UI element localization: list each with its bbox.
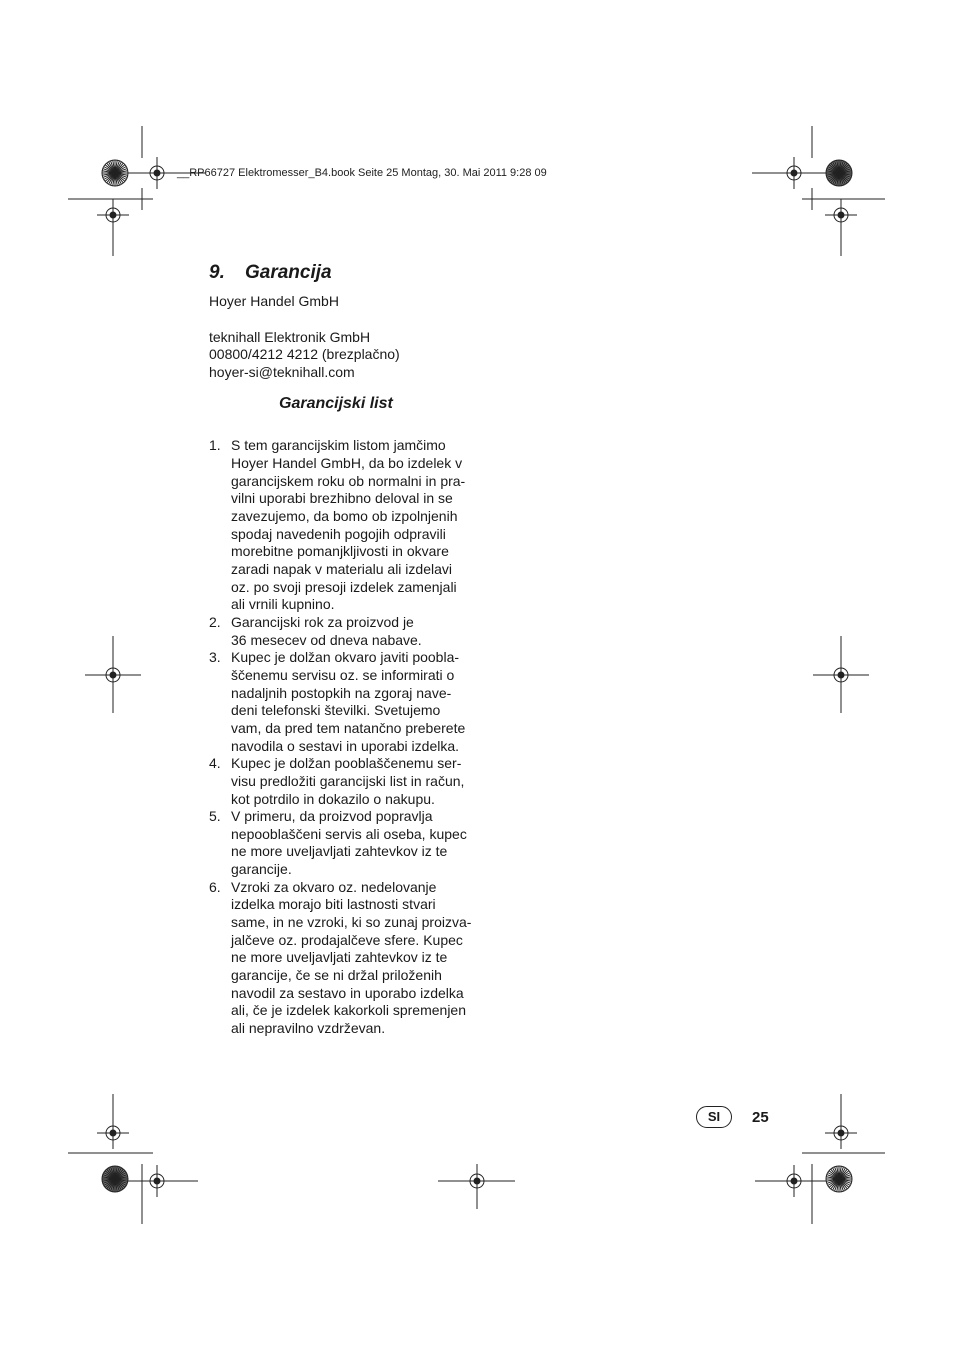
term-line: V primeru, da proizvod popravlja	[231, 808, 433, 825]
warranty-term-item	[209, 808, 484, 879]
company-name: Hoyer Handel GmbH	[209, 293, 339, 309]
term-line: 36 mesecev od dneva nabave.	[231, 631, 422, 648]
page-footer	[696, 1106, 769, 1128]
term-number: 5.	[209, 808, 221, 825]
term-line: vam, da pred tem natančno preberete	[231, 719, 466, 736]
term-line: ščenemu servisu oz. se informirati o	[231, 666, 455, 683]
term-line: ali nepravilno vzdrževan.	[231, 1020, 386, 1037]
term-line: Garancijski rok za proizvod je	[231, 613, 414, 630]
term-line: vilni uporabi brezhibno deloval in se	[231, 490, 453, 507]
term-line: navodila o sestavi in uporabi izdelka.	[231, 737, 460, 754]
term-line: S tem garancijskim listom jamčimo	[231, 437, 446, 454]
warranty-term-item	[209, 755, 484, 808]
term-line: oz. po svoji presoji izdelek zamenjali	[231, 578, 457, 595]
term-number: 3.	[209, 649, 221, 666]
term-line: ali, če je izdelek kakorkoli spremenjen	[231, 1002, 466, 1019]
term-number: 2.	[209, 613, 221, 630]
term-line: Vzroki za okvaro oz. nedelovanje	[231, 878, 437, 895]
term-line: Kupec je dolžan okvaro javiti poobla-	[231, 649, 460, 666]
term-number: 6.	[209, 878, 221, 895]
term-line: izdelka morajo biti lastnosti stvari	[231, 896, 436, 913]
term-number: 1.	[209, 437, 221, 454]
language-badge: SI	[696, 1106, 732, 1128]
term-line: garancijskem roku ob normalni in pra-	[231, 472, 466, 489]
term-line: zavezujemo, da bomo ob izpolnjenih	[231, 508, 458, 524]
term-line: morebitne pomanjkljivosti in okvare	[231, 543, 449, 560]
term-line: ne more uveljavljati zahtevkov iz te	[231, 949, 448, 966]
page-content	[209, 262, 484, 1038]
term-line: ne more uveljavljati zahtevkov iz te	[231, 843, 448, 860]
section-heading	[209, 262, 484, 288]
term-line: Hoyer Handel GmbH, da bo izdelek v	[231, 455, 463, 472]
warranty-card-heading: Garancijski list	[279, 395, 393, 413]
warranty-term-item	[209, 614, 484, 649]
contact-phone: 00800/4212 4212 (brezplačno)	[209, 346, 400, 363]
contact-email: hoyer-si@teknihall.com	[209, 363, 355, 380]
page-number: 25	[752, 1108, 769, 1126]
term-line: nadaljnih postopkih na zgoraj nave-	[231, 684, 452, 701]
warranty-term-item	[209, 649, 484, 755]
term-line: garancije, če se ni držal priloženih	[231, 967, 442, 984]
section-number: 9.	[209, 262, 225, 283]
term-line: jalčeve oz. prodajalčeve sfere. Kupec	[231, 931, 463, 948]
term-line: kot potrdilo in dokazilo o nakupu.	[231, 790, 435, 807]
section-title: Garancija	[245, 262, 332, 283]
term-line: spodaj navedenih pogojih odpravili	[231, 525, 446, 542]
term-line: visu predložiti garancijski list in račun,	[231, 772, 465, 789]
term-line: garancije.	[231, 861, 292, 878]
term-line: Kupec je dolžan pooblaščenemu ser-	[231, 755, 462, 772]
print-slug: __RP66727 Elektromesser_B4.book Seite 25 Montag, 30. Mai 2011 9:28 09	[177, 167, 547, 179]
term-line: navodil za sestavo in uporabo izdelka	[231, 984, 464, 1001]
term-line: ali vrnili kupnino.	[231, 596, 335, 613]
warranty-term-item	[209, 879, 484, 1038]
term-line: nepooblaščeni servis ali oseba, kupec	[231, 825, 467, 842]
warranty-term-item	[209, 437, 484, 614]
term-line: zaradi napak v materialu ali izdelavi	[231, 560, 452, 577]
contact-block	[209, 329, 484, 382]
term-line: same, in ne vzroki, ki so zunaj proizva-	[231, 914, 472, 931]
term-number: 4.	[209, 755, 221, 772]
term-line: deni telefonski številki. Svetujemo	[231, 702, 441, 719]
warranty-terms-list	[209, 437, 484, 1037]
contact-company: teknihall Elektronik GmbH	[209, 328, 371, 345]
